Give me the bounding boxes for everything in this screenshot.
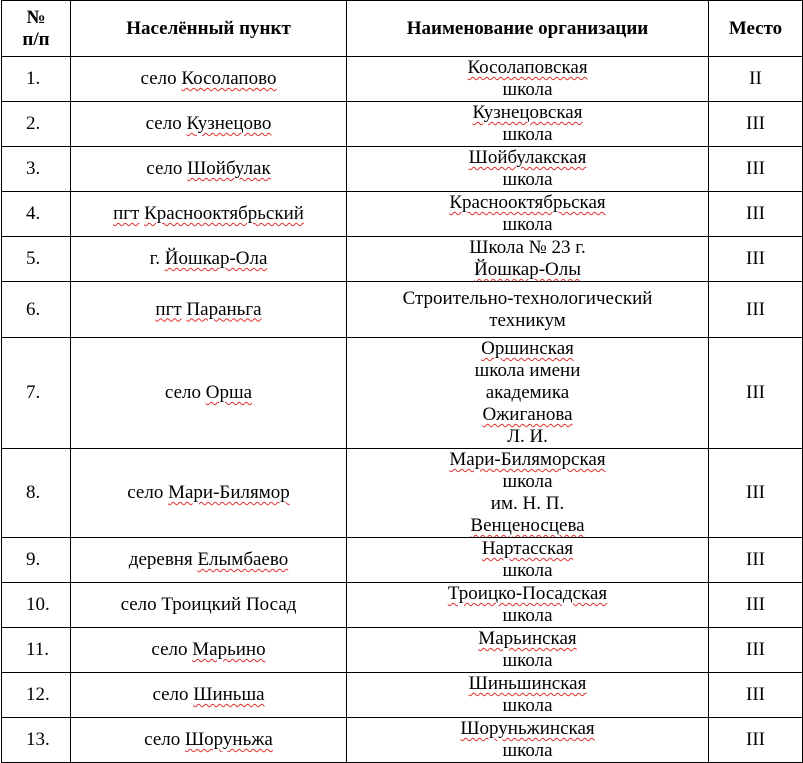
organization-line: Троицко-Посадская школа <box>447 583 608 626</box>
organization-line: им. Н. П. Венценосцева <box>470 493 585 536</box>
row-place: III <box>709 538 803 583</box>
row-number: 10. <box>2 583 71 628</box>
row-number: 8. <box>2 449 71 538</box>
row-place: III <box>709 583 803 628</box>
row-settlement: село Шиньша <box>71 673 347 718</box>
organization-line: Краснооктябрьская школа <box>449 192 606 235</box>
row-settlement: село Мари-Билямор <box>71 449 347 538</box>
row-number: 11. <box>2 628 71 673</box>
header-num-line1: № <box>26 6 46 28</box>
organization-line: Школа № 23 г. Йошкар-Олы <box>469 237 586 280</box>
results-table <box>1 0 803 763</box>
row-place: III <box>709 673 803 718</box>
row-place: III <box>709 102 803 147</box>
organization-line: Нартасская школа <box>481 538 574 581</box>
row-organization <box>347 538 709 583</box>
organization-line: Косолаповская школа <box>467 57 588 100</box>
row-place: III <box>709 628 803 673</box>
organization-line: академика Ожиганова Л. И. <box>482 382 573 447</box>
row-settlement: село Орша <box>71 338 347 449</box>
row-settlement: село Марьино <box>71 628 347 673</box>
header-row <box>2 1 803 57</box>
row-number: 4. <box>2 192 71 237</box>
row-number: 7. <box>2 338 71 449</box>
header-num-line2: п/п <box>22 28 50 50</box>
organization-line: Мари-Биляморская школа <box>449 449 606 492</box>
row-number: 13. <box>2 718 71 763</box>
organization-line: Шойбулакская школа <box>468 147 587 190</box>
row-organization <box>347 718 709 763</box>
table-row <box>2 57 803 102</box>
row-number: 12. <box>2 673 71 718</box>
row-settlement: деревня Елымбаево <box>71 538 347 583</box>
table-row <box>2 192 803 237</box>
organization-line: Шиньшинская школа <box>468 673 587 716</box>
row-settlement: пгт Параньга <box>71 282 347 338</box>
table-row <box>2 282 803 338</box>
row-number: 1. <box>2 57 71 102</box>
row-settlement: село Шойбулак <box>71 147 347 192</box>
header-place: Место <box>709 1 803 57</box>
row-place: III <box>709 192 803 237</box>
table-row <box>2 449 803 538</box>
row-organization <box>347 237 709 282</box>
row-settlement: село Шоруньжа <box>71 718 347 763</box>
row-organization <box>347 673 709 718</box>
header-settlement: Населённый пункт <box>71 1 347 57</box>
row-organization <box>347 338 709 449</box>
table-row <box>2 673 803 718</box>
row-place: III <box>709 147 803 192</box>
row-number: 3. <box>2 147 71 192</box>
table-row <box>2 538 803 583</box>
table-row <box>2 147 803 192</box>
table-row <box>2 583 803 628</box>
organization-line: Шоруньжинская школа <box>460 718 595 761</box>
row-organization <box>347 57 709 102</box>
row-place: III <box>709 449 803 538</box>
row-place: II <box>709 57 803 102</box>
table-row <box>2 628 803 673</box>
table-row <box>2 718 803 763</box>
organization-line: техникум <box>489 309 566 331</box>
row-number: 2. <box>2 102 71 147</box>
row-organization <box>347 628 709 673</box>
table-row <box>2 237 803 282</box>
organization-line: Кузнецовская школа <box>472 102 583 145</box>
row-organization <box>347 147 709 192</box>
row-settlement: пгт Краснооктябрьский <box>71 192 347 237</box>
row-organization <box>347 192 709 237</box>
row-place: III <box>709 338 803 449</box>
row-settlement: г. Йошкар-Ола <box>71 237 347 282</box>
table-row <box>2 102 803 147</box>
row-place: III <box>709 718 803 763</box>
row-settlement: село Кузнецово <box>71 102 347 147</box>
organization-line: Марьинская школа <box>478 628 577 671</box>
row-settlement: село Косолапово <box>71 57 347 102</box>
table-row <box>2 338 803 449</box>
row-number: 9. <box>2 538 71 583</box>
row-number: 5. <box>2 237 71 282</box>
row-organization <box>347 583 709 628</box>
organization-line: Оршинская школа имени <box>474 338 581 381</box>
row-organization <box>347 449 709 538</box>
header-num <box>2 1 71 57</box>
header-organization: Наименование организации <box>347 1 709 57</box>
row-place: III <box>709 237 803 282</box>
organization-line: Строительно-технологический <box>402 287 653 309</box>
row-settlement: село Троицкий Посад <box>71 583 347 628</box>
row-place: III <box>709 282 803 338</box>
row-organization <box>347 282 709 338</box>
table-body <box>2 57 803 763</box>
row-number: 6. <box>2 282 71 338</box>
row-organization <box>347 102 709 147</box>
